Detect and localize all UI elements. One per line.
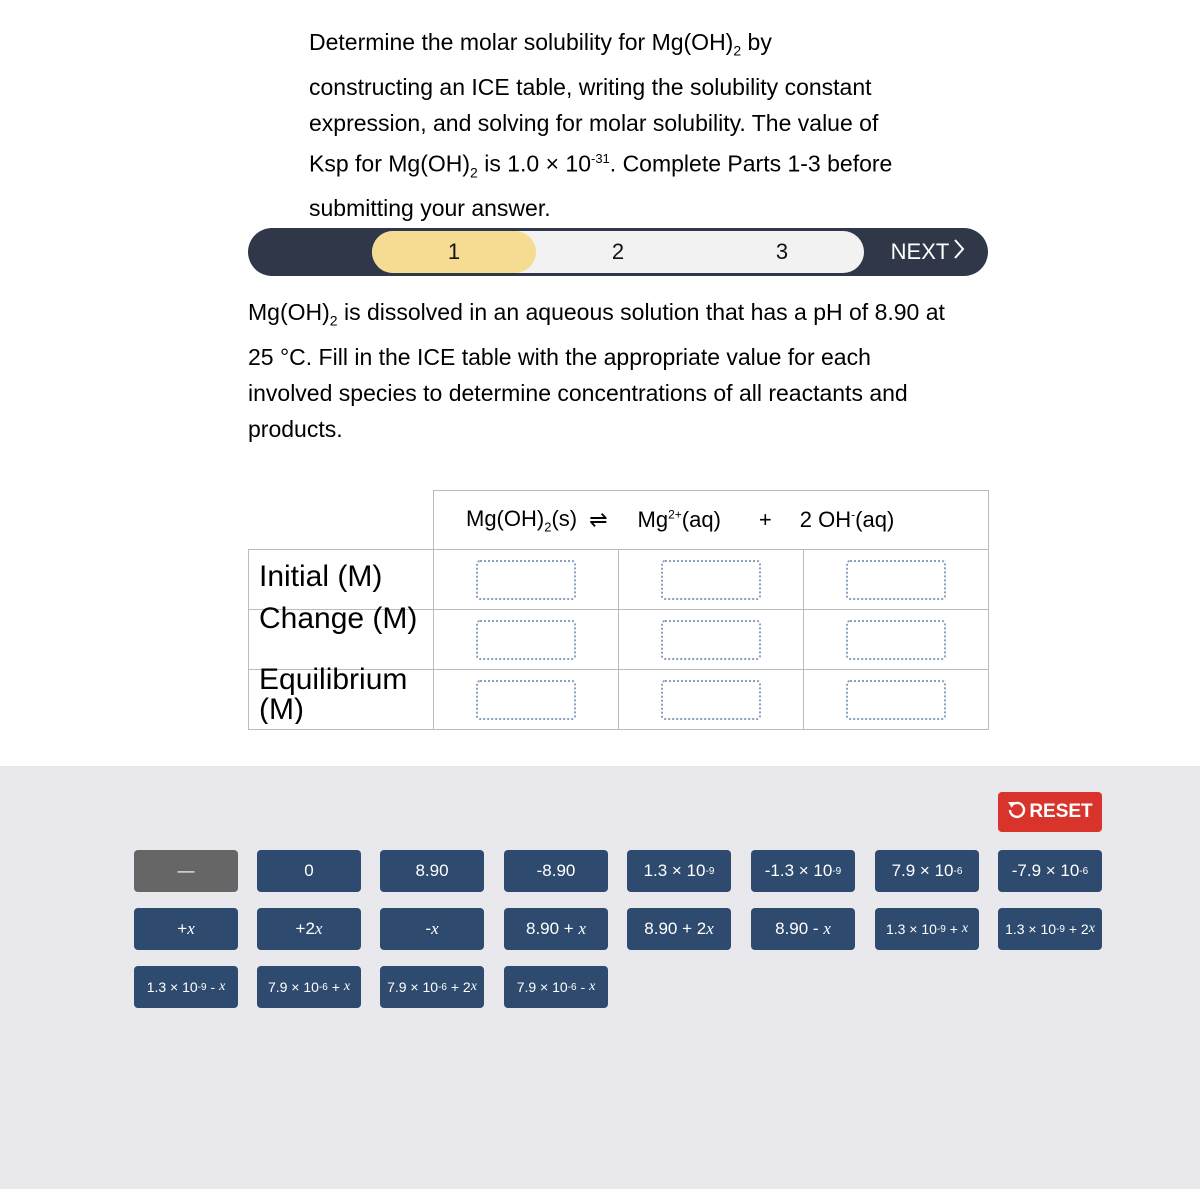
row-label-change: Change (M): [249, 610, 434, 670]
tile-8-90-minus-x[interactable]: 8.90 - x: [751, 908, 855, 950]
drop-zone-initial-oh[interactable]: [846, 560, 946, 600]
drop-zone-equilibrium-oh[interactable]: [846, 680, 946, 720]
tile-neg-7-9e-6[interactable]: -7.9 × 10 -6: [998, 850, 1102, 892]
drop-zone-change-mg[interactable]: [661, 620, 761, 660]
tile-plus-2x[interactable]: +2 x: [257, 908, 361, 950]
row-label-equilibrium: Equilibrium (M): [249, 670, 434, 730]
tile-neg-1-3e-9[interactable]: -1.3 × 10 -9: [751, 850, 855, 892]
tile-8-90-plus-2x[interactable]: 8.90 + 2 x: [627, 908, 731, 950]
drop-zone-initial-reactant[interactable]: [476, 560, 576, 600]
tile-8-90-plus-x[interactable]: 8.90 + x: [504, 908, 608, 950]
step-3-tab[interactable]: 3: [775, 239, 789, 264]
tile-neg-8-90[interactable]: -8.90: [504, 850, 608, 892]
drop-zone-equilibrium-reactant[interactable]: [476, 680, 576, 720]
drop-zone-equilibrium-mg[interactable]: [661, 680, 761, 720]
tile-7-9e-6-plus-x[interactable]: 7.9 × 10 -6 + x: [257, 966, 361, 1008]
tile-minus-x[interactable]: - x: [380, 908, 484, 950]
step-1-tab[interactable]: 1: [372, 231, 536, 273]
drop-zone-change-oh[interactable]: [846, 620, 946, 660]
tile-dash[interactable]: —: [134, 850, 238, 892]
plus-sign: +: [758, 507, 772, 532]
step-tabs: [372, 231, 864, 273]
undo-icon: [1007, 799, 1027, 825]
tile-8-90[interactable]: 8.90: [380, 850, 484, 892]
tile-7-9e-6-plus-2x[interactable]: 7.9 × 10 -6 + 2 x: [380, 966, 484, 1008]
chevron-right-icon: [953, 237, 965, 267]
tile-1-3e-9-minus-x[interactable]: 1.3 × 10 -9 - x: [134, 966, 238, 1008]
tile-1-3e-9[interactable]: 1.3 × 10 -9: [627, 850, 731, 892]
row-label-initial: Initial (M): [249, 550, 434, 610]
tile-7-9e-6[interactable]: 7.9 × 10 -6: [875, 850, 979, 892]
drop-zone-initial-mg[interactable]: [661, 560, 761, 600]
drop-zone-change-reactant[interactable]: [476, 620, 576, 660]
product-oh-label: 2 OH-(aq): [799, 507, 895, 532]
tile-1-3e-9-plus-2x[interactable]: 1.3 × 10 -9 + 2 x: [998, 908, 1102, 950]
reaction-header: [434, 491, 989, 550]
next-button[interactable]: NEXT: [868, 228, 988, 276]
equilibrium-arrow-icon: ⇌: [589, 507, 608, 532]
tile-zero[interactable]: 0: [257, 850, 361, 892]
step-2-tab[interactable]: 2: [611, 239, 625, 264]
question-text: Determine the molar solubility for $Mg(OH)_2$ by constructing an ICE table, writing the solubility constant expression, and solving for molar solubility. The value of Ksp for $Mg(OH)_2$ is $1.0 \times 10^{-31}$. Complete Parts 1-3 before submitting your answer.: [309, 29, 893, 221]
reactant-label: $Mg(OH)_2(s)$: [466, 505, 578, 535]
tile-1-3e-9-plus-x[interactable]: 1.3 × 10 -9 + x: [875, 908, 979, 950]
tile-7-9e-6-minus-x[interactable]: 7.9 × 10 -6 - x: [504, 966, 608, 1008]
ice-table: [248, 490, 989, 730]
reset-button[interactable]: RESET: [998, 792, 1102, 832]
product-mg-label: $Mg^{2+}(aq)$: [637, 507, 721, 532]
tile-plus-x[interactable]: + x: [134, 908, 238, 950]
prompt-text: $Mg(OH)_2$ is dissolved in an aqueous solution that has a pH of 8.90 at 25 °C. Fill in the ICE table with the appropriate value for each involved species to determine concentrations of all reactants and products.: [248, 299, 945, 442]
